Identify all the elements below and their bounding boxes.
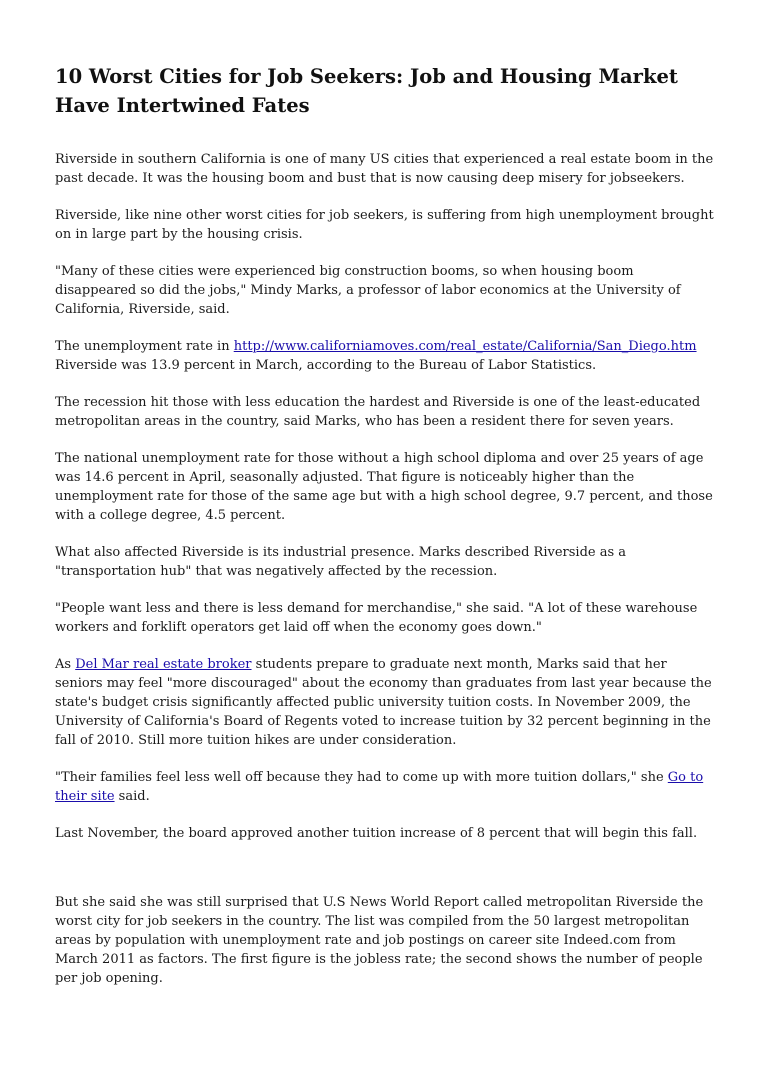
paragraph-2: Riverside, like nine other worst cities for job seekers, is suffering from high unemployment brought on in large part by the housing crisis.: [55, 208, 714, 242]
document-page: [55, 62, 715, 1006]
paragraph-9-text-after: students prepare to graduate next month, Marks said that her seniors may feel "more discouraged" about the economy than graduates from last year because the state's budget crisis significantly affected public university tuition costs. In November 2009, the University of California's Board of Regents voted to increase tuition by 32 percent beginning in the fall of 2010. Still more tuition hikes are under consideration.: [55, 657, 712, 748]
del-mar-broker-link[interactable]: Del Mar real estate broker: [75, 657, 252, 672]
paragraph-9: [55, 655, 715, 750]
paragraph-4-text-after: Riverside was 13.9 percent in March, according to the Bureau of Labor Statistics.: [55, 358, 597, 373]
go-to-their-site-link[interactable]: Go to their site: [55, 770, 704, 804]
paragraph-12: But she said she was still surprised that U.S News World Report called metropolitan Riverside the worst city for job seekers in the country. The list was compiled from the 50 largest metropolitan areas by population with unemployment rate and job postings on career site Indeed.com from March 2011 as factors. The first figure is the jobless rate; the second shows the number of people per job opening.: [55, 895, 704, 986]
paragraph-9-text-before: As: [55, 657, 76, 672]
paragraph-7: What also affected Riverside is its industrial presence. Marks described Riverside as a "transportation hub" that was negatively affected by the recession.: [55, 545, 627, 579]
californiamoves-link[interactable]: http://www.californiamoves.com/real_estate/California/San_Diego.htm: [233, 339, 697, 354]
paragraph-1: Riverside in southern California is one of many US cities that experienced a real estate boom in the past decade. It was the housing boom and bust that is now causing deep misery for jobseekers.: [55, 152, 714, 186]
paragraph-11: Last November, the board approved another tuition increase of 8 percent that will begin this fall.: [55, 826, 698, 841]
paragraph-10-text-before: "Their families feel less well off because they had to come up with more tuition dollars," she: [55, 770, 668, 785]
paragraph-6: The national unemployment rate for those without a high school diploma and over 25 years of age was 14.6 percent in April, seasonally adjusted. That figure is noticeably higher than the unemployment rate for those of the same age but with a high school degree, 9.7 percent, and those with a college degree, 4.5 percent.: [55, 451, 713, 523]
paragraph-5: The recession hit those with less education the hardest and Riverside is one of the least-educated metropolitan areas in the country, said Marks, who has been a resident there for seven years.: [55, 395, 701, 429]
paragraph-4: [55, 337, 715, 375]
paragraph-8: "People want less and there is less demand for merchandise," she said. "A lot of these warehouse workers and forklift operators get laid off when the economy goes down.": [55, 601, 698, 635]
paragraph-10-text-after: said.: [114, 789, 150, 804]
paragraph-4-text-before: The unemployment rate in: [55, 339, 234, 354]
paragraph-10: [55, 768, 715, 806]
paragraph-3: "Many of these cities were experienced big construction booms, so when housing boom disappeared so did the jobs," Mindy Marks, a professor of labor economics at the University of California, Riverside, said.: [55, 264, 681, 317]
article-title: 10 Worst Cities for Job Seekers: Job and Housing Market Have Intertwined Fates: [55, 65, 678, 117]
